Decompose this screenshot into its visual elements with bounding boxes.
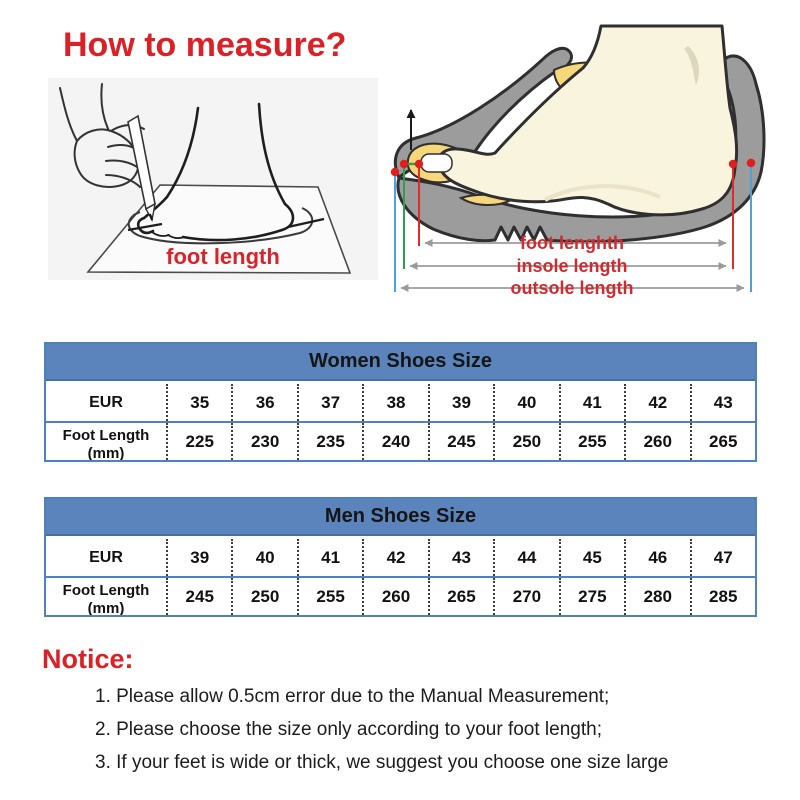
foot-tracing-illustration — [48, 78, 378, 280]
men-size-table — [44, 497, 757, 617]
women-eur-row — [46, 384, 755, 421]
eur-size-cell: 36 — [231, 384, 296, 421]
foot-length-label-line1: Foot Length — [62, 582, 150, 599]
foot-length-cell: 270 — [493, 578, 558, 615]
foot-length-cell: 245 — [166, 578, 231, 615]
eur-row-label: EUR — [89, 548, 123, 566]
eur-size-cell: 37 — [297, 384, 362, 421]
foot-length-cell: 265 — [428, 578, 493, 615]
foot-length-cell: 235 — [297, 423, 362, 460]
eur-size-cell: 41 — [297, 539, 362, 576]
notice-title: Notice: — [42, 644, 134, 674]
foot-length-label: foot length — [166, 244, 280, 269]
foot-length-label-line2: (mm) — [87, 600, 125, 615]
foot-length-cell: 225 — [166, 423, 231, 460]
eur-size-cell: 47 — [690, 539, 755, 576]
men-table-title: Men Shoes Size — [46, 499, 755, 536]
outsole-length-dim-label: outsole length — [510, 278, 634, 298]
toe-gap — [421, 154, 452, 172]
eur-row-label: EUR — [89, 393, 123, 411]
foot-length-cell: 250 — [231, 578, 296, 615]
eur-size-cell: 43 — [690, 384, 755, 421]
foot-length-row-label — [46, 578, 166, 615]
eur-size-cell: 40 — [231, 539, 296, 576]
foot-length-cell: 275 — [559, 578, 624, 615]
eur-size-cell: 38 — [362, 384, 427, 421]
foot-length-cell: 260 — [362, 578, 427, 615]
foot-length-cell: 285 — [690, 578, 755, 615]
eur-size-cell: 39 — [166, 539, 231, 576]
notice-item: 2. Please choose the size only according to your foot length; — [95, 719, 602, 740]
foot-length-cell: 255 — [559, 423, 624, 460]
foot-length-cell: 265 — [690, 423, 755, 460]
eur-size-cell: 43 — [428, 539, 493, 576]
foot-length-cell: 250 — [493, 423, 558, 460]
notice-item: 3. If your feet is wide or thick, we suggest you choose one size large — [95, 752, 669, 773]
eur-size-cell: 42 — [624, 384, 689, 421]
eur-size-cell: 45 — [559, 539, 624, 576]
eur-size-cell: 46 — [624, 539, 689, 576]
foot-length-cell: 255 — [297, 578, 362, 615]
foot-length-cell: 230 — [231, 423, 296, 460]
notice-list — [95, 681, 668, 780]
notice-item: 1. Please allow 0.5cm error due to the Manual Measurement; — [95, 686, 610, 707]
foot-length-label-line2: (mm) — [87, 445, 125, 460]
men-foot-length-row — [46, 576, 755, 615]
eur-size-cell: 35 — [166, 384, 231, 421]
men-eur-row — [46, 539, 755, 576]
foot-length-cell: 280 — [624, 578, 689, 615]
shoe-cross-section-diagram — [385, 0, 780, 305]
page-title: How to measure? — [63, 26, 347, 64]
foot-length-cell: 240 — [362, 423, 427, 460]
foot-length-label-line1: Foot Length — [62, 427, 150, 444]
women-table-title: Women Shoes Size — [46, 344, 755, 381]
eur-size-cell: 44 — [493, 539, 558, 576]
eur-size-cell: 42 — [362, 539, 427, 576]
eur-size-cell: 40 — [493, 384, 558, 421]
foot-length-row-label — [46, 423, 166, 460]
women-size-table — [44, 342, 757, 462]
eur-size-cell: 41 — [559, 384, 624, 421]
women-foot-length-row — [46, 421, 755, 460]
foot-length-cell: 260 — [624, 423, 689, 460]
insole-length-dim-label: insole length — [516, 256, 628, 276]
eur-size-cell: 39 — [428, 384, 493, 421]
foot-length-cell: 245 — [428, 423, 493, 460]
foot-length-dim-label: foot lenghth — [520, 233, 624, 253]
